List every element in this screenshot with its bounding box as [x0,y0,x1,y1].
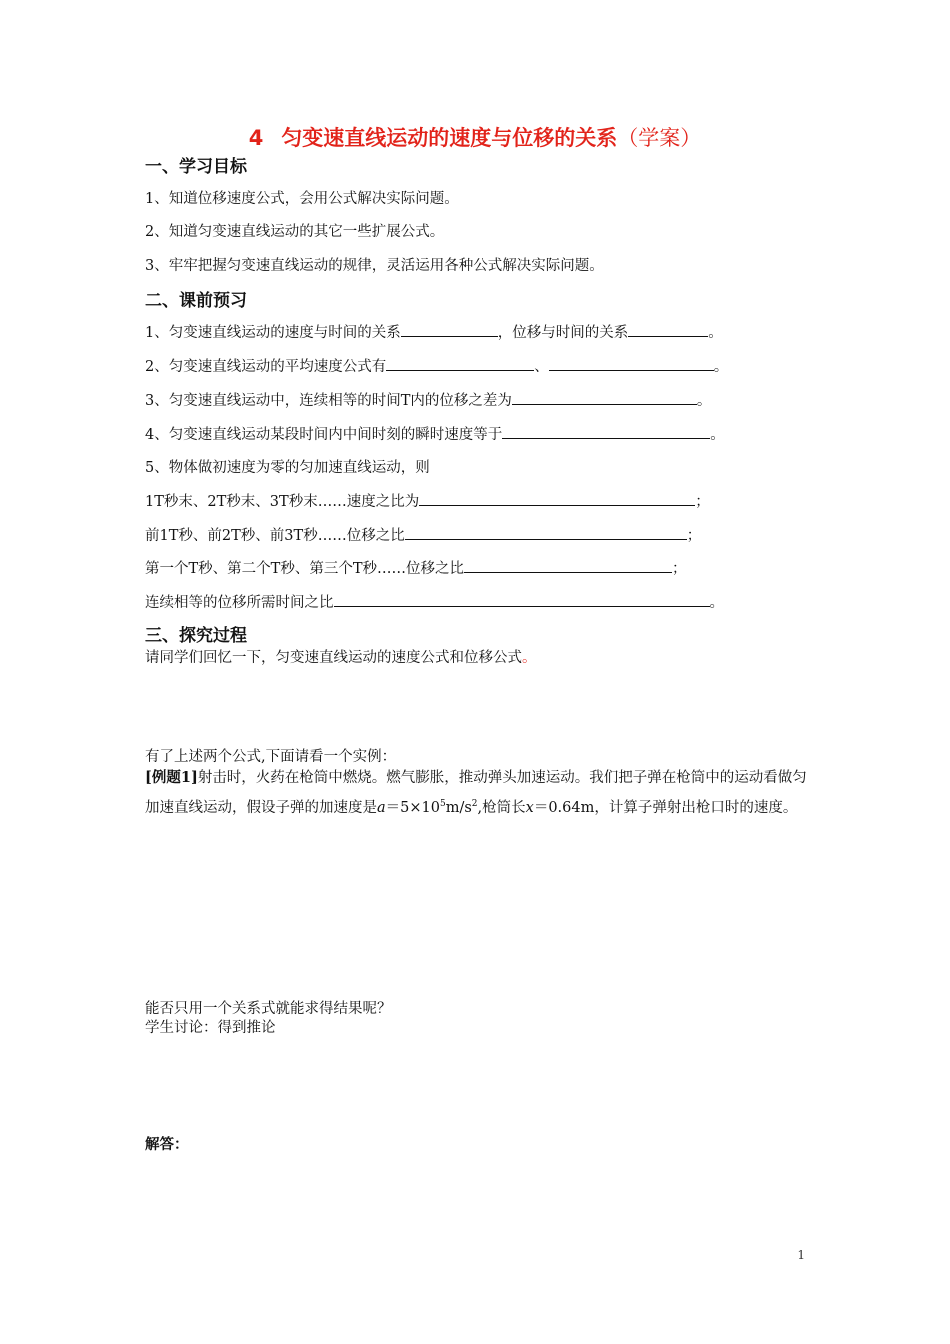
goal-item-3: 3、牢牢把握匀变速直线运动的规律，灵活运用各种公式解决实际问题。 [145,258,604,274]
question-one-formula: 能否只用一个关系式就能求得结果呢？ [145,1001,392,1017]
example-tag: [例题1] [145,769,198,786]
q3-blank[interactable] [512,390,697,405]
page-title [0,122,950,152]
ratio-line-4 [145,591,724,612]
r1-blank[interactable] [419,491,695,506]
r3-end: ； [672,561,687,577]
q2-blank-2[interactable] [549,356,714,371]
ratio-line-1 [145,490,710,511]
q2-text-a: 2、匀变速直线运动的平均速度公式有 [145,359,387,375]
title-number: 4 [248,126,264,150]
student-discussion: 学生讨论：得到推论 [145,1020,276,1036]
explore-intro-end: 。 [522,650,537,666]
q1-blank-2[interactable] [628,322,708,337]
example-1-text [145,765,810,821]
goal-item-2: 2、知道匀变速直线运动的其它一些扩展公式。 [145,224,445,240]
r3-blank[interactable] [464,558,672,573]
q2-end: 。 [713,359,729,375]
ratio-line-2 [145,524,701,545]
preview-question-1 [145,321,723,342]
r4-text: 连续相等的位移所需时间之比 [145,595,334,611]
a-unit: m/s [445,799,472,816]
a-exponent: 5 [439,799,446,809]
explore-intro [145,646,537,667]
goal-item-1: 1、知道位移速度公式，会用公式解决实际问题。 [145,191,459,207]
r4-end: 。 [709,595,724,611]
q1-text-a: 1、匀变速直线运动的速度与时间的关系 [145,325,401,341]
r3-text: 第一个T秒、第二个T秒、第三个T秒……位移之比 [145,561,465,577]
q4-end: 。 [710,427,725,443]
r2-end: ； [686,528,702,544]
example-lead: 有了上述两个公式,下面请看一个实例： [145,749,397,765]
r2-text: 前1T秒、前2T秒、前3T秒……位移之比 [145,528,405,544]
q2-sep: 、 [534,359,549,375]
q4-blank[interactable] [502,424,710,439]
r4-blank[interactable] [334,592,710,607]
r2-blank[interactable] [405,525,687,540]
q2-blank-1[interactable] [386,356,534,371]
answer-label: 解答： [145,1137,189,1153]
preview-question-4 [145,423,725,444]
preview-question-2 [145,355,728,376]
q1-text-b: ，位移与时间的关系 [497,325,629,341]
preview-question-5: 5、物体做初速度为零的匀加速直线运动，则 [145,460,430,476]
a-unit-exponent: 2 [471,799,478,809]
ratio-line-3 [145,557,687,578]
r1-text: 1T秒末、2T秒末、3T秒末……速度之比为 [145,494,420,510]
page-number: 1 [797,1248,805,1262]
example-text-1: 射击时，火药在枪筒中燃烧。燃气膨胀，推动弹头加速运动。我们把子弹在枪筒中的运动看做匀加速直线运动，假设子弹的加速度是 [145,770,807,816]
var-a: a [377,799,386,816]
q3-end: 。 [696,393,712,409]
preview-question-3 [145,389,711,410]
x-value: ＝0.64m，计算子弹射出枪口时的速度。 [533,799,798,816]
q1-end: 。 [708,325,723,341]
section-heading-preview: 二、课前预习 [145,291,247,311]
var-x: x [525,799,534,816]
example-text-2: ,枪筒长 [477,799,526,816]
section-heading-goals: 一、学习目标 [145,157,247,177]
title-main: 匀变速直线运动的速度与位移的关系 [281,126,618,150]
q4-text: 4、匀变速直线运动某段时间内中间时刻的瞬时速度等于 [145,427,503,443]
q3-text: 3、匀变速直线运动中，连续相等的时间T内的位移之差为 [145,393,512,409]
q1-blank-1[interactable] [401,322,498,337]
explore-intro-text: 请同学们回忆一下，匀变速直线运动的速度公式和位移公式 [145,650,522,666]
a-value: ＝5×10 [385,799,440,816]
r1-end: ； [695,494,710,510]
title-suffix: （学案） [617,126,702,150]
section-heading-explore: 三、探究过程 [145,626,247,646]
